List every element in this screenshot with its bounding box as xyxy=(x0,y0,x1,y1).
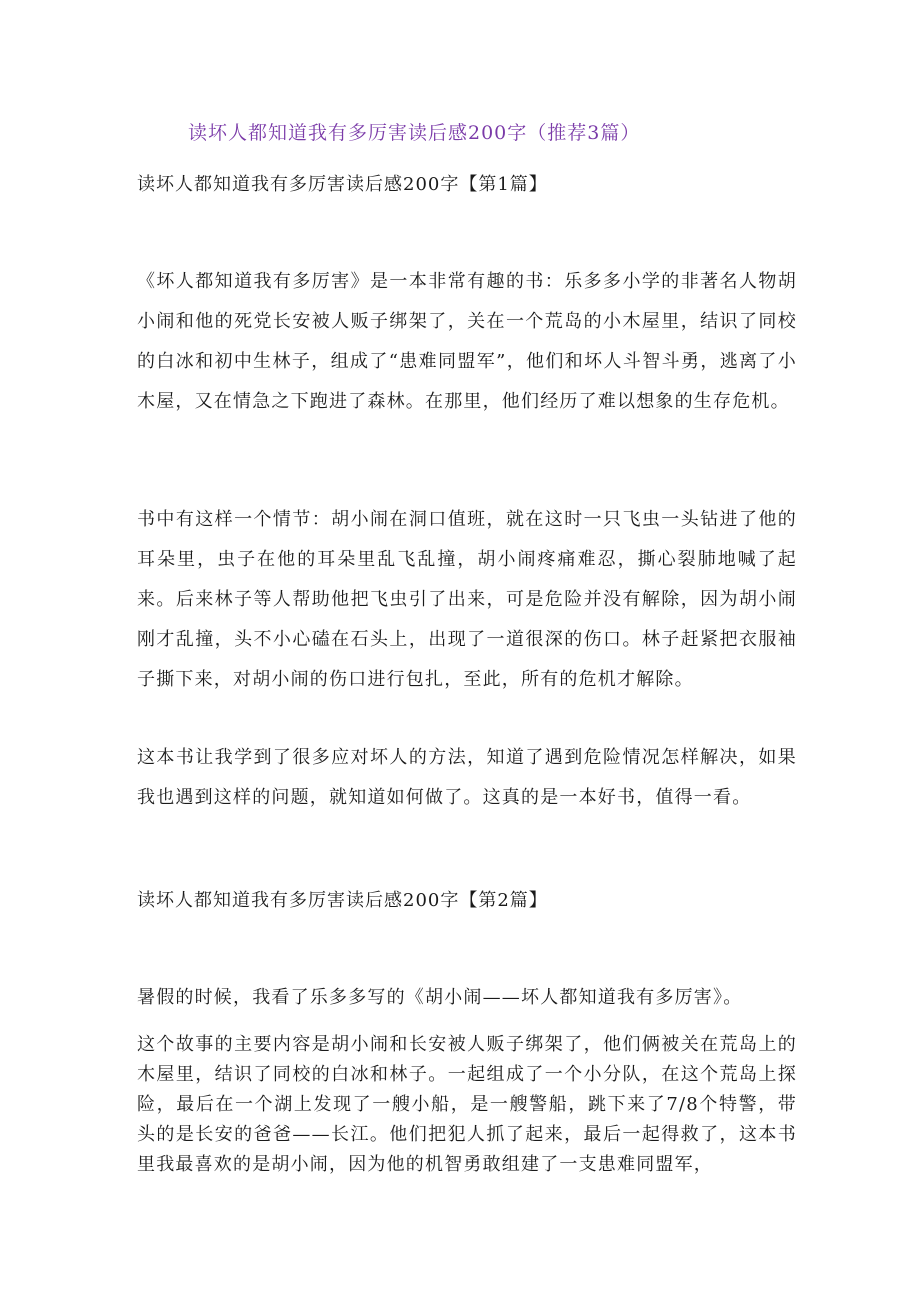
section-1-paragraph-3: 这本书让我学到了很多应对坏人的方法，知道了遇到危险情况怎样解决，如果我也遇到这样的问题，就知道如何做了。这真的是一本好书，值得一看。 xyxy=(137,747,797,808)
section-1-paragraph-1: 《坏人都知道我有多厉害》是一本非常有趣的书：乐多多小学的非著名人物胡小闹和他的死党长安被人贩子绑架了，关在一个荒岛的小木屋里，结识了同校的白冰和初中生林子，组成了“患难同盟军”，他们和坏人斗智斗勇，逃离了小木屋，又在情急之下跑进了森林。在那里，他们经历了难以想象的生存危机。 xyxy=(137,271,797,412)
section-2-paragraph-1: 暑假的时候，我看了乐多多写的《胡小闹——坏人都知道我有多厉害》。 xyxy=(137,987,743,1008)
section-2-heading: 读坏人都知道我有多厉害读后感200字【第2篇】 xyxy=(137,890,548,911)
document-title: 读坏人都知道我有多厉害读后感200字（推荐3篇） xyxy=(188,122,641,144)
section-1-paragraph-2: 书中有这样一个情节：胡小闹在洞口值班，就在这时一只飞虫一头钻进了他的耳朵里，虫子在他的耳朵里乱飞乱撞，胡小闹疼痛难忍，撕心裂肺地喊了起来。后来林子等人帮助他把飞虫引了出来，可是危险并没有解除，因为胡小闹刚才乱撞，头不小心磕在石头上，出现了一道很深的伤口。林子赶紧把衣服袖子撕下来，对胡小闹的伤口进行包扎，至此，所有的危机才解除。 xyxy=(137,509,797,690)
section-2-paragraph-2: 这个故事的主要内容是胡小闹和长安被人贩子绑架了，他们俩被关在荒岛上的木屋里，结识了同校的白冰和林子。一起组成了一个小分队，在这个荒岛上探险，最后在一个湖上发现了一艘小船，是一艘警船，跳下来了7/8个特警，带头的是长安的爸爸——长江。他们把犯人抓了起来，最后一起得救了，这本书里我最喜欢的是胡小闹，因为他的机智勇敢组建了一支患难同盟军， xyxy=(137,1034,797,1175)
section-1-heading: 读坏人都知道我有多厉害读后感200字【第1篇】 xyxy=(137,174,548,195)
